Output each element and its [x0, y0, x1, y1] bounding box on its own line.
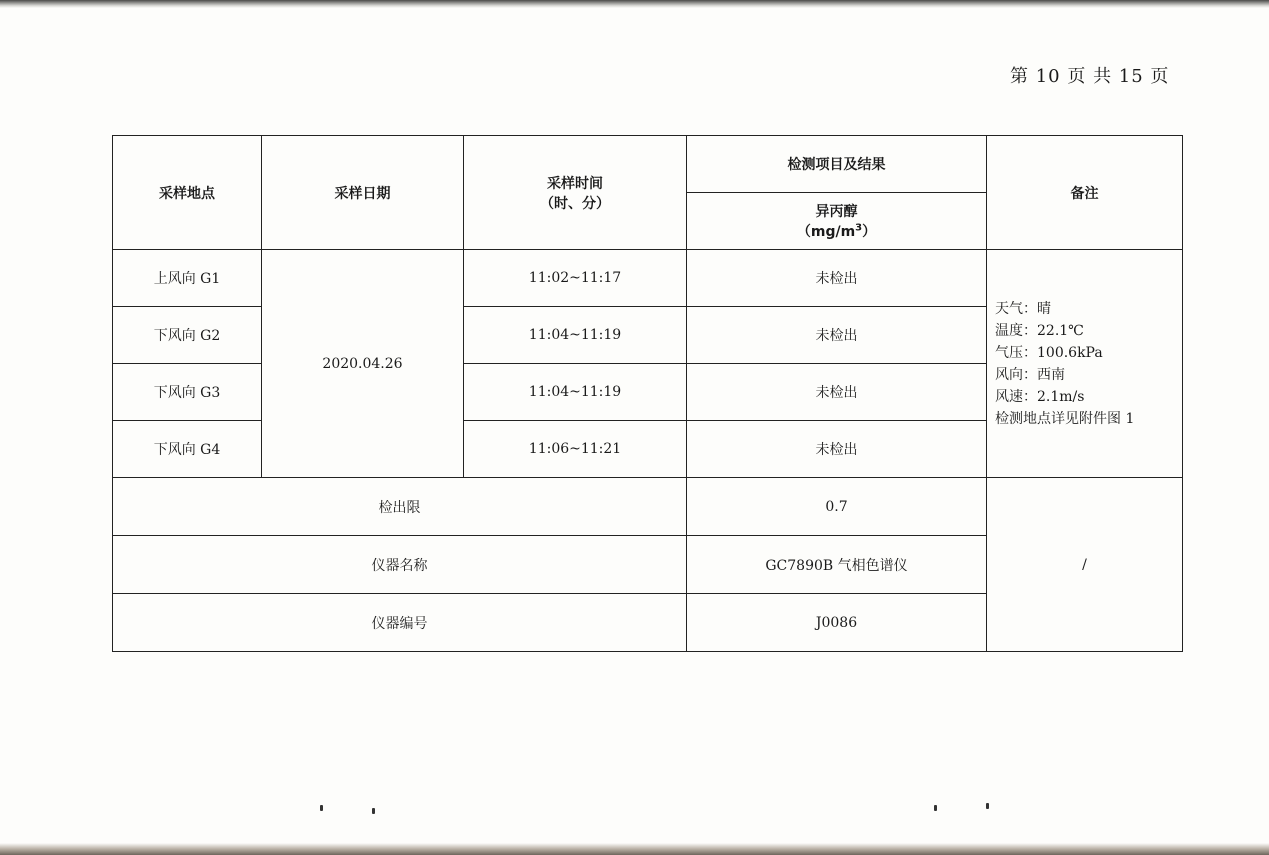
- instrument-name-label: 仪器名称: [113, 536, 687, 594]
- location-cell: 上风向 G1: [113, 250, 262, 307]
- unit-suffix: ）: [862, 224, 877, 240]
- remark-location-note: 检测地点详见附件图 1: [995, 410, 1135, 427]
- header-analyte-name: 异丙醇: [815, 204, 858, 220]
- results-table: [112, 135, 1183, 652]
- location-cell: 下风向 G2: [113, 307, 262, 364]
- header-items: 检测项目及结果: [687, 136, 987, 193]
- time-cell: 11:02~11:17: [464, 250, 687, 307]
- unit-exponent: 3: [855, 222, 863, 234]
- remark-wind-speed: 风速：2.1m/s: [995, 388, 1085, 405]
- paper-speck: [934, 805, 937, 811]
- time-cell: 11:04~11:19: [464, 364, 687, 421]
- header-row: [113, 136, 1183, 193]
- paper-speck: [986, 803, 989, 809]
- remark-pressure: 气压：100.6kPa: [995, 344, 1103, 361]
- page-number: 第 10 页 共 15 页: [1010, 66, 1170, 87]
- unit-prefix: （mg/m: [796, 224, 856, 240]
- detection-limit-value: 0.7: [687, 478, 987, 536]
- result-cell: 未检出: [687, 364, 987, 421]
- location-cell: 下风向 G4: [113, 421, 262, 478]
- result-cell: 未检出: [687, 307, 987, 364]
- remark-weather: 天气：晴: [995, 300, 1051, 317]
- header-date: 采样日期: [262, 136, 464, 250]
- paper-speck: [372, 808, 375, 814]
- instrument-id-label: 仪器编号: [113, 594, 687, 652]
- sampling-date-cell: 2020.04.26: [262, 250, 464, 478]
- detection-limit-row: [113, 478, 1183, 536]
- remark-temperature: 温度：22.1℃: [995, 322, 1084, 339]
- header-remarks: 备注: [987, 136, 1183, 250]
- header-time: [464, 136, 687, 250]
- result-cell: 未检出: [687, 421, 987, 478]
- detection-limit-label: 检出限: [113, 478, 687, 536]
- header-analyte: [687, 193, 987, 250]
- header-location: 采样地点: [113, 136, 262, 250]
- table-row: [113, 250, 1183, 307]
- instrument-id-value: J0086: [687, 594, 987, 652]
- page-top-edge: [0, 0, 1269, 8]
- time-cell: 11:04~11:19: [464, 307, 687, 364]
- header-unit: [691, 221, 982, 241]
- paper-speck: [320, 805, 323, 811]
- location-cell: 下风向 G3: [113, 364, 262, 421]
- instrument-name-value: GC7890B 气相色谱仪: [687, 536, 987, 594]
- remark-wind-direction: 风向：西南: [995, 366, 1065, 383]
- result-cell: 未检出: [687, 250, 987, 307]
- header-time-line1: 采样时间: [547, 175, 603, 192]
- footer-remarks-cell: /: [987, 478, 1183, 652]
- remarks-cell: [987, 250, 1183, 478]
- time-cell: 11:06~11:21: [464, 421, 687, 478]
- header-time-line2: （时、分）: [540, 195, 610, 212]
- page-bottom-edge: [0, 843, 1269, 855]
